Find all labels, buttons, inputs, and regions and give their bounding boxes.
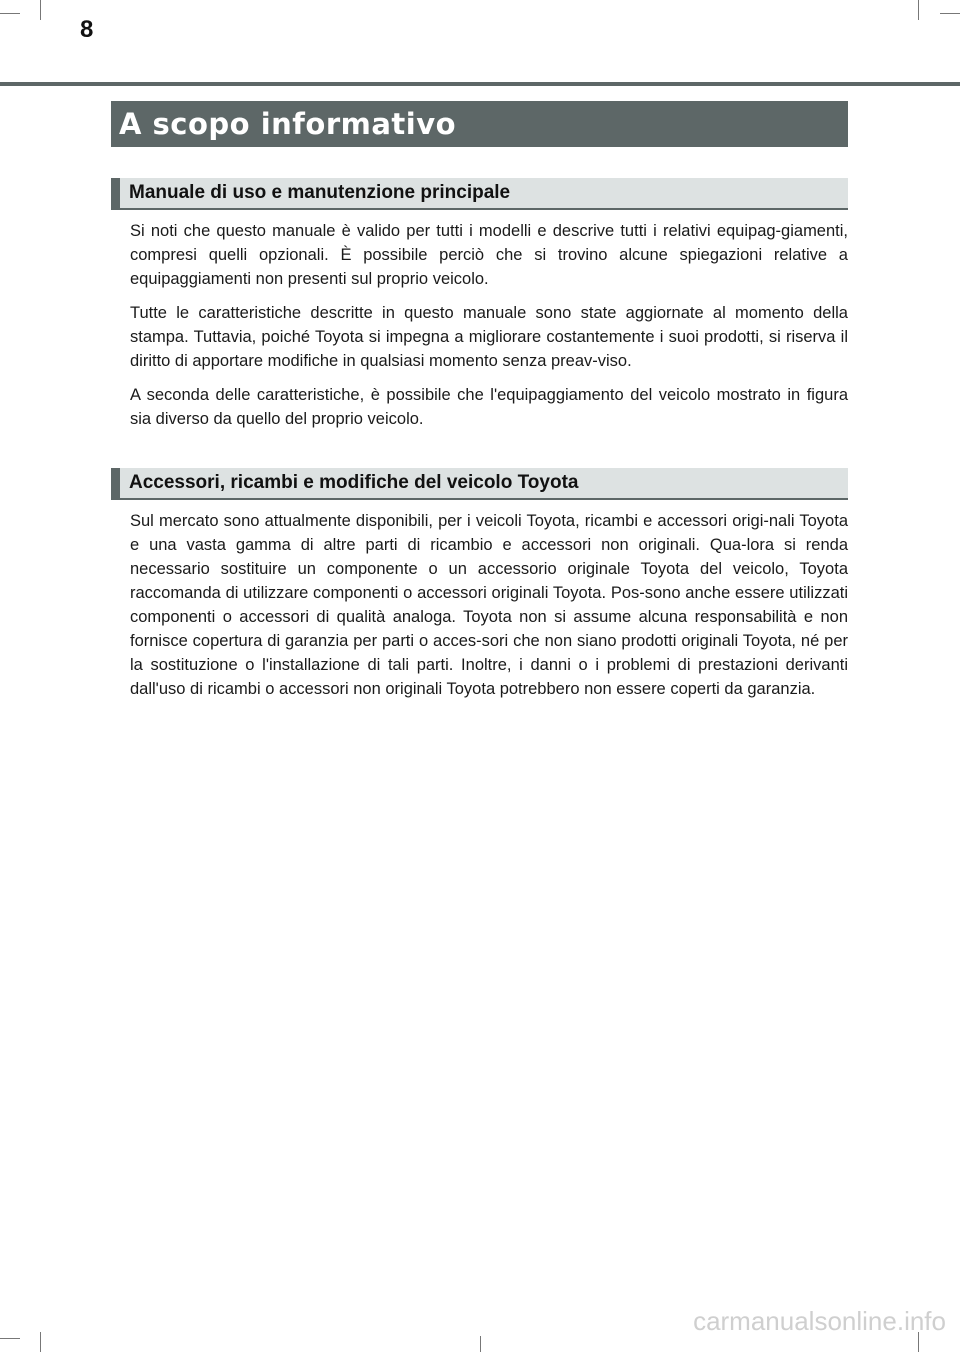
chapter-banner (111, 101, 848, 147)
section-body (111, 500, 848, 701)
crop-mark-bottom-mid-v (480, 1336, 481, 1352)
section-body (111, 210, 848, 431)
crop-mark-top-left-v (40, 0, 41, 20)
page-number: 8 (80, 16, 94, 43)
section-accent-bar (111, 178, 120, 208)
section-title: Accessori, ricambi e modifiche del veicolo Toyota (129, 472, 579, 493)
section-accent-bar (111, 468, 120, 498)
paragraph: Sul mercato sono attualmente disponibili, per i veicoli Toyota, ricambi e accessori origi-nali Toyota e una vasta gamma di altre parti di ricambio e accessori non originali. Qua-lora si renda necessario sostituire un componente o un accessorio originale Toyota del veicolo, Toyota raccomanda di utilizzare componenti o accessori originali Toyota. Pos-sono anche essere utilizzati componenti o accessori di qualità analoga. Toyota non si assume alcuna responsabilità e non fornisce copertura di garanzia per parti o acces-sori che non siano prodotti originali Toyota, né per la sostituzione o l'installazione di tali parti. Inoltre, i danni o i problemi di prestazioni derivanti dall'uso di ricambi o accessori non originali Toyota potrebbero non essere coperti da garanzia. (130, 512, 848, 698)
crop-mark-top-right-h (940, 13, 960, 14)
section-header (111, 468, 848, 500)
crop-mark-top-right-v (918, 0, 919, 20)
section-main-manual (111, 178, 848, 431)
paragraph: Tutte le caratteristiche descritte in questo manuale sono state aggiornate al momento della stampa. Tuttavia, poiché Toyota si impegna a migliorare costantemente i suoi prodotti, si riserva il diritto di apportare modifiche in qualsiasi momento senza preav-viso. (130, 304, 848, 370)
crop-mark-bottom-left-v (40, 1332, 41, 1352)
paragraph: A seconda delle caratteristiche, è possibile che l'equipaggiamento del veicolo mostrato in figura sia diverso da quello del proprio veicolo. (130, 386, 848, 428)
section-header (111, 178, 848, 210)
chapter-title: A scopo informativo (119, 107, 457, 141)
crop-mark-bottom-left-h (0, 1338, 20, 1339)
section-accessories (111, 468, 848, 701)
top-rule (0, 82, 960, 86)
section-title: Manuale di uso e manutenzione principale (129, 182, 511, 203)
watermark: carmanualsonline.info (693, 1306, 946, 1336)
crop-mark-top-left-h (0, 13, 20, 14)
paragraph: Si noti che questo manuale è valido per tutti i modelli e descrive tutti i relativi equipag-giamenti, compresi quelli opzionali. È possibile perciò che si trovino alcune spiegazioni relative a equipaggiamenti non presenti sul proprio veicolo. (130, 222, 848, 288)
